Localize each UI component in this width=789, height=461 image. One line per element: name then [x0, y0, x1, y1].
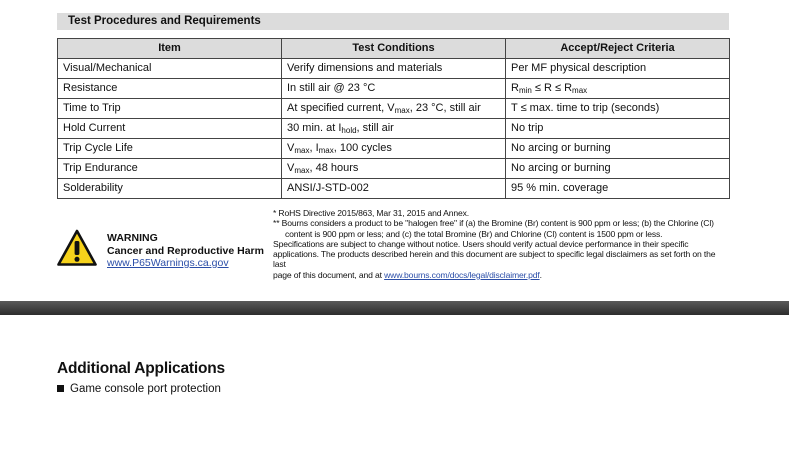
cell-conditions: At specified current, $V_{max}$, 23 °C, still air: [282, 99, 506, 119]
cell-criteria: Per MF physical description: [506, 59, 730, 79]
additional-applications-title: Additional Applications: [57, 360, 225, 377]
cell-item: Solderability: [58, 179, 282, 199]
cell-item: Time to Trip: [58, 99, 282, 119]
warning-title: WARNING: [107, 232, 158, 244]
table-row: [58, 99, 730, 119]
note-halogen: ** Bourns considers a product to be "halogen free" if (a) the Bromine (Br) content is 900 ppm or less; (b) the Chlorine (Cl): [273, 218, 714, 229]
cell-item: Trip Cycle Life: [58, 139, 282, 159]
cell-criteria: 95 % min. coverage: [506, 179, 730, 199]
test-procedures-table: [57, 38, 730, 199]
table-row: [58, 159, 730, 179]
section-header: [57, 13, 729, 30]
table-row: [58, 119, 730, 139]
spec-note-line2: applications. The products described herein and this document are subject to specific legal disclaimers as set forth on the last: [273, 249, 716, 270]
header-item: Item: [58, 39, 282, 59]
warning-subtitle: Cancer and Reproductive Harm: [107, 244, 264, 257]
cell-criteria: No trip: [506, 119, 730, 139]
section-divider-bar: [0, 301, 789, 315]
spec-note-line3: page of this document, and at www.bourns.com/docs/legal/disclaimer.pdf.: [273, 269, 542, 280]
table-row: [58, 179, 730, 199]
cell-item: Visual/Mechanical: [58, 59, 282, 79]
warning-triangle-icon: [57, 229, 97, 267]
cell-item: Hold Current: [58, 119, 282, 139]
section-title: Test Procedures and Requirements: [68, 15, 261, 27]
cell-item: Resistance: [58, 79, 282, 99]
cell-conditions: $V_{max}$, 48 hours: [282, 159, 506, 179]
cell-conditions: Verify dimensions and materials: [282, 59, 506, 79]
cell-conditions: ANSI/J-STD-002: [282, 179, 506, 199]
cell-criteria: T ≤ max. time to trip (seconds): [506, 99, 730, 119]
table-row: [58, 79, 730, 99]
cell-criteria: No arcing or burning: [506, 159, 730, 179]
cell-criteria: No arcing or burning: [506, 139, 730, 159]
warning-text: [107, 232, 264, 270]
cell-criteria: $R_{min} \le R \le R_{max}$: [506, 79, 730, 99]
disclaimer-link[interactable]: www.bourns.com/docs/legal/disclaimer.pdf: [384, 269, 540, 280]
cell-conditions: 30 min. at $I_{hold}$, still air: [282, 119, 506, 139]
table-header-row: [58, 39, 730, 59]
cell-conditions: $V_{max}$, $I_{max}$, 100 cycles: [282, 139, 506, 159]
header-test-conditions: Test Conditions: [282, 39, 506, 59]
spec-note-line1: Specifications are subject to change without notice. Users should verify actual device performance in their specific: [273, 238, 689, 249]
list-item: Game console port protection: [57, 382, 221, 396]
table-row: [58, 59, 730, 79]
applications-list: [57, 382, 221, 396]
bullet-square-icon: [57, 385, 64, 392]
cell-conditions: In still air @ 23 °C: [282, 79, 506, 99]
table-row: [58, 139, 730, 159]
header-criteria: Accept/Reject Criteria: [506, 39, 730, 59]
cell-item: Trip Endurance: [58, 159, 282, 179]
footnotes: [273, 208, 729, 280]
note-rohs: * RoHS Directive 2015/863, Mar 31, 2015 and Annex.: [273, 208, 470, 218]
p65-warnings-link[interactable]: www.P65Warnings.ca.gov: [107, 257, 229, 269]
note-halogen-cont: content is 900 ppm or less; and (c) the total Bromine (Br) and Chlorine (Cl) content is 1500 ppm or less.: [285, 228, 663, 239]
